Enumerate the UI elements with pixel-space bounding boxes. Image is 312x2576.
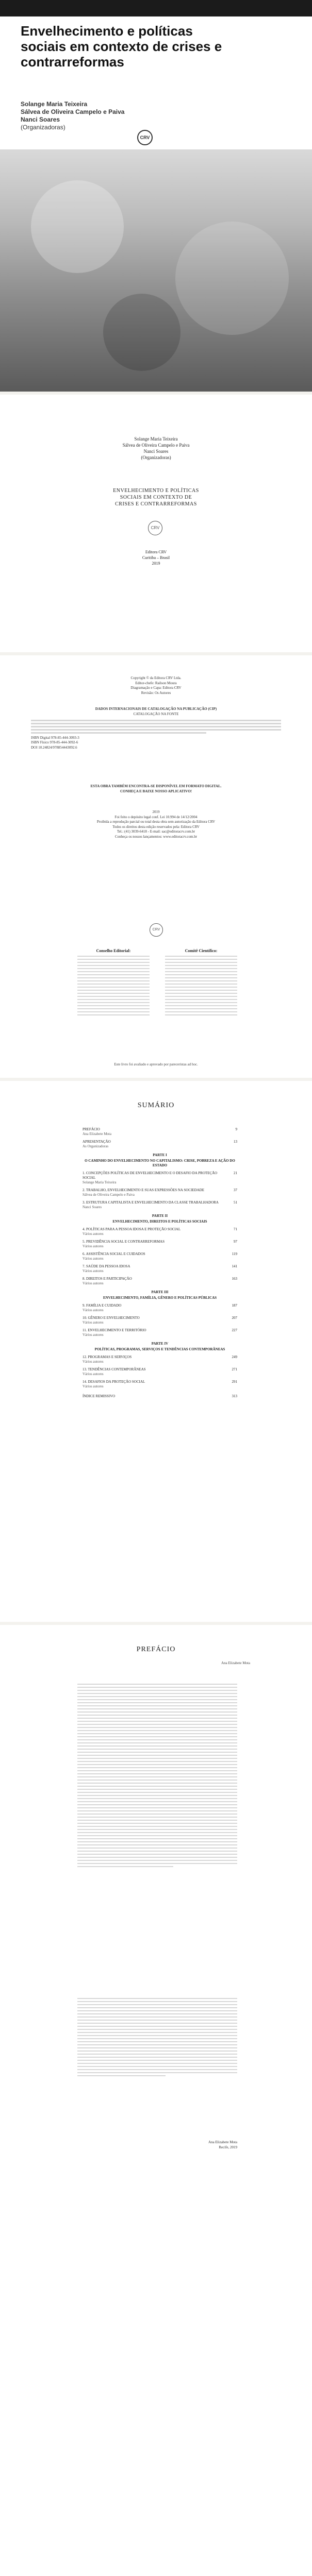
legal-line: Tel.: (41) 3039-6418 - E-mail: sac@editoracrv.com.br xyxy=(117,829,195,834)
toc-entry[interactable] xyxy=(83,1140,237,1149)
toc-entry-page: 141 xyxy=(232,1264,237,1268)
toc-entry-page: 163 xyxy=(232,1277,237,1281)
toc-entry[interactable] xyxy=(83,1316,237,1325)
publisher-line: Editora CRV xyxy=(145,550,167,554)
toc-entry[interactable] xyxy=(83,1303,237,1313)
isbn-line: DOI 10.24824/978854443092.6 xyxy=(31,745,77,750)
toc-entry-author: Vários autores xyxy=(83,1244,104,1248)
toc-entry-page: 21 xyxy=(234,1171,237,1175)
toc-entry-label: 14. DESAFIOS DA PROTEÇÃO SOCIAL xyxy=(83,1380,145,1384)
legal-line: Conheça os nossos lançamentos: www.editoracrv.com.br xyxy=(114,834,198,839)
toc-entry-label: APRESENTAÇÃO xyxy=(83,1140,111,1144)
toc-entry-label: PREFÁCIO xyxy=(83,1127,100,1131)
toc-entry-author: Vários autores xyxy=(83,1372,104,1376)
organizer-name: Solange Maria Teixeira xyxy=(21,100,88,108)
cover-top-band xyxy=(0,0,312,16)
toc-part-title: ENVELHECIMENTO, FAMÍLIA, GÊNERO E POLÍTICAS PÚBLICAS xyxy=(103,1296,217,1300)
toc-entry-page: 9 xyxy=(235,1127,237,1131)
organizer-name: Sálvea de Oliveira Campelo e Paiva xyxy=(21,108,125,115)
publisher-logo-icon: CRV xyxy=(148,521,162,535)
toc-entry-label: 7. SAÚDE DA PESSOA IDOSA xyxy=(83,1264,130,1268)
preface-title: PREFÁCIO xyxy=(136,1646,176,1653)
credit-line: Diagramação e Capa: Editora CRV xyxy=(130,686,182,690)
toc-entry-label: ÍNDICE REMISSIVO xyxy=(83,1394,116,1398)
preface-body xyxy=(77,1682,237,1869)
toc-entry-page: 187 xyxy=(232,1303,237,1308)
toc-entry-author: As Organizadoras xyxy=(83,1144,109,1148)
cip-title: DADOS INTERNACIONAIS DE CATALOGAÇÃO NA PUBLICAÇÃO (CIP) xyxy=(95,707,217,711)
publisher-logo-icon: CRV xyxy=(150,923,163,937)
publisher-logo-icon: CRV xyxy=(137,130,153,145)
toc-entry-label: 3. ESTRUTURA CAPITALISTA E ENVELHECIMENTO DA CLASSE TRABALHADORA xyxy=(83,1200,219,1205)
toc-entry[interactable] xyxy=(83,1227,237,1236)
toc-entry[interactable] xyxy=(83,1188,237,1197)
toc-entry-label: 5. PREVIDÊNCIA SOCIAL E CONTRARREFORMAS xyxy=(83,1240,165,1244)
toc-entry-label: 11. ENVELHECIMENTO E TERRITÓRIO xyxy=(83,1328,146,1332)
summary-title: SUMÁRIO xyxy=(137,1101,175,1109)
review-note: Este livro foi avaliado e aprovado por pareceristas ad hoc. xyxy=(114,1062,198,1066)
cip-block xyxy=(31,707,281,750)
toc-entry-page: 227 xyxy=(232,1328,237,1332)
toc-entry[interactable] xyxy=(83,1380,237,1389)
notice-line: ESTA OBRA TAMBÉM ENCONTRA-SE DISPONÍVEL EM FORMATO DIGITAL. xyxy=(90,784,222,788)
preface-signature xyxy=(77,2140,237,2150)
isbn-line: ISBN Físico 978-85-444-3092-6 xyxy=(31,740,78,744)
toc-entry-page: 207 xyxy=(232,1316,237,1320)
toc-entry-label: 8. DIREITOS E PARTICIPAÇÃO xyxy=(83,1277,132,1281)
toc-entry-label: 12. PROGRAMAS E SERVIÇOS xyxy=(83,1355,132,1359)
toc-entry-page: 119 xyxy=(232,1252,237,1256)
toc-entry[interactable] xyxy=(83,1277,237,1286)
toc-part-label: PARTE IV xyxy=(151,1342,169,1346)
toc-part-label: PARTE II xyxy=(152,1214,168,1218)
legal-block xyxy=(31,810,281,839)
toc-entry-label: 6. ASSISTÊNCIA SOCIAL E CUIDADOS xyxy=(83,1252,145,1256)
title-line: SOCIAIS EM CONTEXTO DE xyxy=(120,495,192,500)
digital-notice xyxy=(31,784,281,794)
cover-title: Envelhecimento e políticas sociais em contexto de crises e contrarreformas xyxy=(21,23,222,70)
toc-entry[interactable] xyxy=(83,1240,237,1249)
toc-entry[interactable] xyxy=(83,1367,237,1377)
toc-part-title: ENVELHECIMENTO, DIREITOS E POLÍTICAS SOCIAIS xyxy=(112,1219,207,1224)
toc-entry-author: Ana Elizabete Mota xyxy=(83,1132,111,1136)
cip-subtitle: CATALOGAÇÃO NA FONTE xyxy=(133,711,179,716)
toc-entry-label: 4. POLÍTICAS PARA A PESSOA IDOSA E PROTEÇÃO SOCIAL xyxy=(83,1227,181,1231)
isbn-line: ISBN Digital 978-85-444-3093-3 xyxy=(31,735,79,740)
toc-entry-author: Vários autores xyxy=(83,1360,104,1364)
toc-entry-page: 37 xyxy=(234,1188,237,1192)
organizers-label: (Organizadoras) xyxy=(21,124,65,131)
toc-entry-page: 291 xyxy=(232,1380,237,1384)
signature-place: Recife, 2019 xyxy=(219,2145,237,2149)
signature-name: Ana Elizabete Mota xyxy=(208,2140,237,2144)
toc-entry-label: 9. FAMÍLIA E CUIDADO xyxy=(83,1303,122,1308)
title-line: ENVELHECIMENTO E POLÍTICAS xyxy=(113,488,199,494)
toc-entry[interactable] xyxy=(83,1171,237,1185)
toc-entry-author: Sálvea de Oliveira Campelo e Paiva xyxy=(83,1193,135,1197)
toc-entry[interactable] xyxy=(83,1328,237,1337)
scientific-committee xyxy=(160,949,242,1018)
publisher-line: 2019 xyxy=(152,561,160,566)
organizer-name: Nanci Soares xyxy=(21,116,60,123)
legal-line: Foi feito o depósito legal conf. Lei 10.994 de 14/12/2004 xyxy=(114,815,198,819)
legal-line: Todos os direitos desta edição reservados pela: Editora CRV xyxy=(112,824,200,829)
title-page xyxy=(0,395,312,652)
toc-entry[interactable] xyxy=(83,1200,237,1210)
editorial-board xyxy=(72,949,155,1018)
name-line: Sálvea de Oliveira Campelo e Paiva xyxy=(122,443,190,448)
toc-entry-author: Solange Maria Teixeira xyxy=(83,1180,117,1184)
toc-part-label: PARTE I xyxy=(153,1153,167,1157)
name-line: Nanci Soares xyxy=(143,449,169,454)
toc-entry-label: 1. CONCEPÇÕES POLÍTICAS DE ENVELHECIMENTO E O DESAFIO DA PROTEÇÃO SOCIAL xyxy=(83,1171,218,1180)
toc-entry[interactable] xyxy=(83,1355,237,1364)
table-of-contents xyxy=(83,1127,237,1402)
toc-entry-page: 249 xyxy=(232,1355,237,1359)
toc-entry-page: 13 xyxy=(234,1140,237,1144)
toc-entry-page: 97 xyxy=(234,1240,237,1244)
credit-line: Revisão: Os Autores xyxy=(141,690,171,695)
summary-page xyxy=(0,1081,312,1622)
toc-entry-author: Vários autores xyxy=(83,1320,104,1325)
toc-entry-author: Vários autores xyxy=(83,1333,104,1337)
preface-page xyxy=(0,1625,312,2576)
toc-entry-page: 51 xyxy=(234,1200,237,1205)
scientific-committee-title: Comitê Científico: xyxy=(185,948,218,953)
toc-entry-page: 271 xyxy=(232,1367,237,1371)
toc-entry-page: 71 xyxy=(234,1227,237,1231)
toc-entry-author: Vários autores xyxy=(83,1232,104,1236)
legal-line: Proibida a reprodução parcial ou total desta obra sem autorização da Editora CRV xyxy=(96,820,216,824)
preface-byline: Ana Elizabete Mota xyxy=(221,1661,250,1665)
toc-entry-author: Vários autores xyxy=(83,1384,104,1388)
toc-entry-author: Vários autores xyxy=(83,1281,104,1285)
toc-entry[interactable] xyxy=(83,1394,237,1399)
legal-line: 2019 xyxy=(152,810,160,814)
copyright-credits xyxy=(31,676,281,696)
title-page-names xyxy=(0,436,312,461)
cover-photo xyxy=(0,149,312,392)
toc-entry-label: 2. TRABALHO, ENVELHECIMENTO E SUAS EXPRESSÕES NA SOCIEDADE xyxy=(83,1188,205,1192)
toc-entry[interactable] xyxy=(83,1127,237,1137)
preface-body xyxy=(77,1996,237,2078)
cover-page xyxy=(0,0,312,392)
toc-entry-author: Vários autores xyxy=(83,1269,104,1273)
toc-entry-label: 10. GÊNERO E ENVELHECIMENTO xyxy=(83,1316,140,1320)
name-line: (Organizadoras) xyxy=(141,455,171,460)
toc-entry-author: Nanci Soares xyxy=(83,1205,102,1209)
toc-entry-author: Vários autores xyxy=(83,1308,104,1312)
toc-entry[interactable] xyxy=(83,1264,237,1274)
name-line: Solange Maria Teixeira xyxy=(134,436,178,442)
toc-entry-author: Vários autores xyxy=(83,1257,104,1261)
notice-line: CONHEÇA E BAIXE NOSSO APLICATIVO! xyxy=(120,789,192,793)
toc-entry-label: 13. TENDÊNCIAS CONTEMPORÂNEAS xyxy=(83,1367,146,1371)
copyright-page xyxy=(0,655,312,1078)
title-line: CRISES E CONTRARREFORMAS xyxy=(115,501,197,507)
publisher-line: Curitiba – Brasil xyxy=(142,555,170,560)
cover-organizers xyxy=(21,100,124,131)
credit-line: Editor-chefe: Railson Moura xyxy=(135,681,177,685)
credit-line: Copyright © da Editora CRV Ltda. xyxy=(130,676,182,680)
toc-entry[interactable] xyxy=(83,1252,237,1261)
publisher-info xyxy=(0,549,312,566)
toc-part-label: PARTE III xyxy=(151,1290,169,1294)
toc-part-title: O CAMINHO DO ENVELHECIMENTO NO CAPITALISMO: CRISE, POBREZA E AÇÃO DO ESTADO xyxy=(85,1159,235,1167)
toc-entry-page: 313 xyxy=(232,1394,237,1398)
title-page-title xyxy=(0,487,312,507)
editorial-board-title: Conselho Editorial: xyxy=(96,948,131,953)
toc-part-title: POLÍTICAS, PROGRAMAS, SERVIÇOS E TENDÊNCIAS CONTEMPORÂNEAS xyxy=(94,1347,225,1351)
